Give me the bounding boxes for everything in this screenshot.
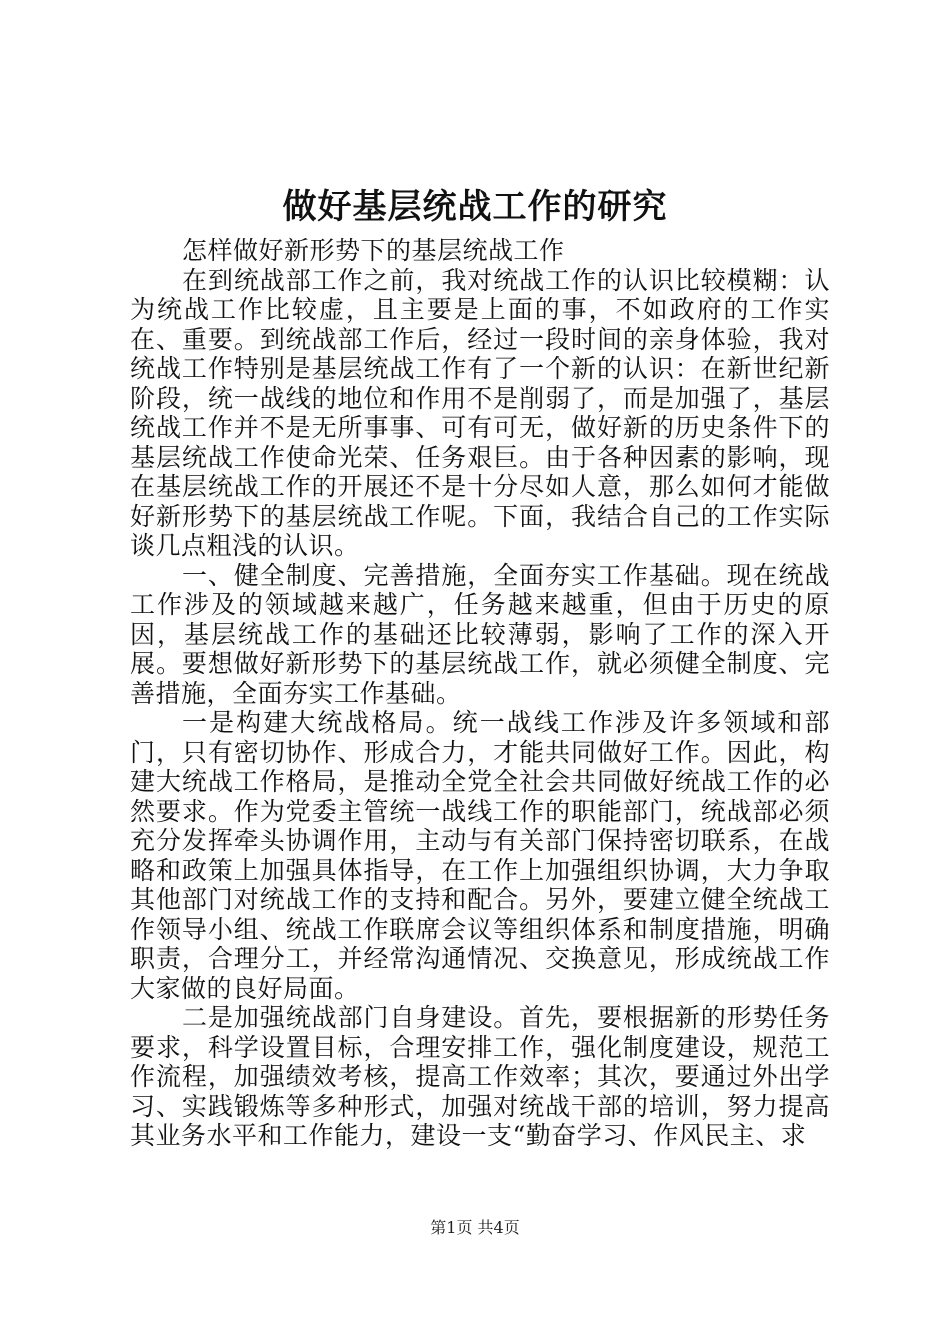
page-footer: 第1页 共4页: [430, 1218, 520, 1237]
paragraph-point-one: 一是构建大统战格局。统一战线工作涉及许多领域和部门，只有密切协作、形成合力，才能共同做好工作。因此，构建大统战工作格局，是推动全党全社会共同做好统战工作的必然要求。作为党委主管统一战线工作的职能部门，统战部必须充分发挥牵头协调作用，主动与有关部门保持密切联系，在战略和政策上加强具体指导，在工作上加强组织协调，大力争取其他部门对统战工作的支持和配合。另外，要建立健全统战工作领导小组、统战工作联席会议等组织体系和制度措施，明确职责，合理分工，并经常沟通情况、交换意见，形成统战工作大家做的良好局面。: [130, 708, 830, 1003]
document-body: [130, 236, 830, 1151]
paragraph-subtitle: 怎样做好新形势下的基层统战工作: [182, 236, 565, 265]
paragraph-section-one: 一、健全制度、完善措施，全面夯实工作基础。现在统战工作涉及的领域越来越广，任务越来越重，但由于历史的原因，基层统战工作的基础还比较薄弱，影响了工作的深入开展。要想做好新形势下的基层统战工作，就必须健全制度、完善措施，全面夯实工作基础。: [130, 560, 830, 708]
paragraph-intro: 在到统战部工作之前，我对统战工作的认识比较模糊：认为统战工作比较虚，且主要是上面的事，不如政府的工作实在、重要。到统战部工作后，经过一段时间的亲身体验，我对统战工作特别是基层统战工作有了一个新的认识：在新世纪新阶段，统一战线的地位和作用不是削弱了，而是加强了，基层统战工作并不是无所事事、可有可无，做好新的历史条件下的基层统战工作使命光荣、任务艰巨。由于各种因素的影响，现在基层统战工作的开展还不是十分尽如人意，那么如何才能做好新形势下的基层统战工作呢。下面，我结合自己的工作实际谈几点粗浅的认识。: [130, 265, 830, 560]
paragraph-point-two: 二是加强统战部门自身建设。首先，要根据新的形势任务要求，科学设置目标，合理安排工作，强化制度建设，规范工作流程，加强绩效考核，提高工作效率；其次，要通过外出学习、实践锻炼等多种形式，加强对统战干部的培训，努力提高其业务水平和工作能力，建设一支“勤奋学习、作风民主、求: [130, 1003, 830, 1150]
document-title: 做好基层统战工作的研究: [282, 187, 668, 227]
